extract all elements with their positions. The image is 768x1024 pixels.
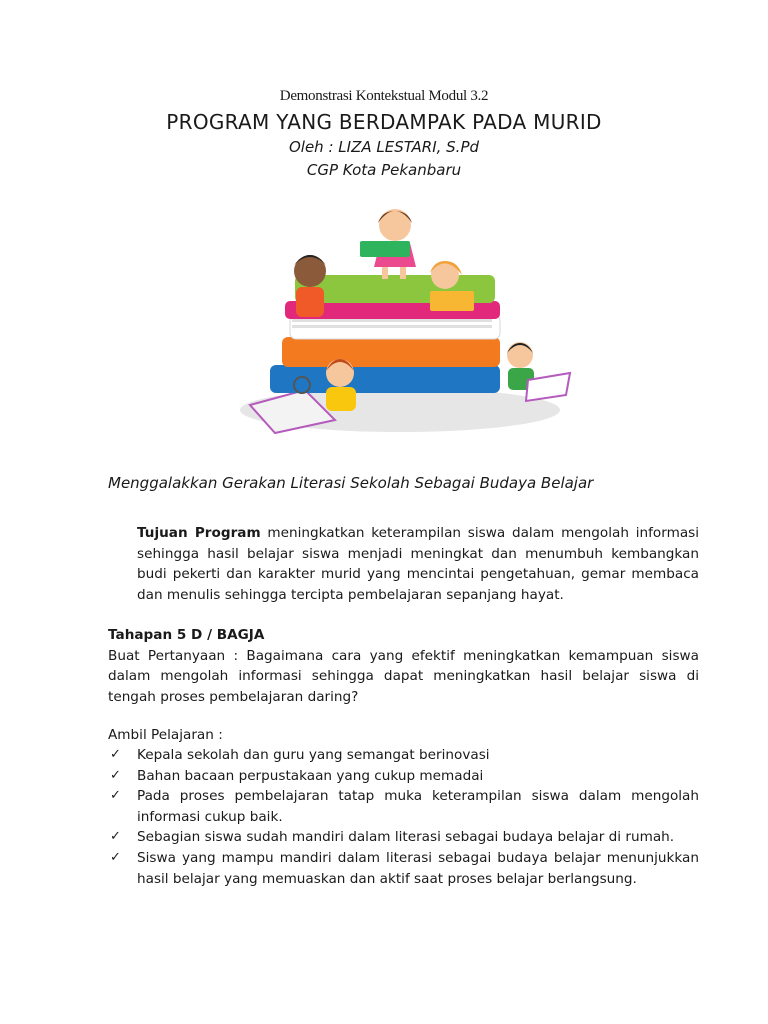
stages-section [108,625,699,707]
organization-line: CGP Kota Pekanbaru [306,161,462,179]
program-heading: Menggalakkan Gerakan Literasi Sekolah Sebagai Budaya Belajar [108,474,594,492]
stages-label: Tahapan 5 D / BAGJA [108,627,265,643]
stages-question: Buat Pertanyaan : Bagaimana cara yang efektif meningkatkan kemampuan siswa dalam mengolah informasi sehingga dapat meningkatkan hasil belajar siswa di tengah proses pembelajaran daring? [108,647,699,705]
program-goal-paragraph [137,523,699,605]
lesson-item: ✓ Bahan bacaan perpustakaan yang cukup memadai [108,766,699,787]
goal-text: meningkatkan keterampilan siswa dalam mengolah informasi sehingga hasil belajar siswa menjadi meningkat dan menumbuh kembangkan budi pekerti dan karakter murid yang mencintai pengetahuan, gemar membaca dan menulis sehingga tercipta pembelajaran sepanjang hayat. [137,525,700,603]
document-subtitle: Demonstrasi Kontekstual Modul 3.2 [279,88,489,104]
document-title: PROGRAM YANG BERDAMPAK PADA MURID [166,110,602,134]
children-reading-illustration [230,205,580,445]
goal-label: Tujuan Program [137,525,261,541]
lesson-item: ✓ Kepala sekolah dan guru yang semangat berinovasi [108,745,699,766]
author-line: Oleh : LIZA LESTARI, S.Pd [288,138,480,156]
lesson-item: ✓ Pada proses pembelajaran tatap muka keterampilan siswa dalam mengolah informasi cukup baik. [108,786,699,827]
lesson-item: ✓ Siswa yang mampu mandiri dalam literasi sebagai budaya belajar menunjukkan hasil belajar yang memuaskan dan aktif saat proses belajar berlangsung. [108,848,699,889]
lesson-item: ✓ Sebagian siswa sudah mandiri dalam literasi sebagai budaya belajar di rumah. [108,827,699,848]
lessons-list [108,745,699,889]
lessons-title: Ambil Pelajaran : [108,727,223,743]
